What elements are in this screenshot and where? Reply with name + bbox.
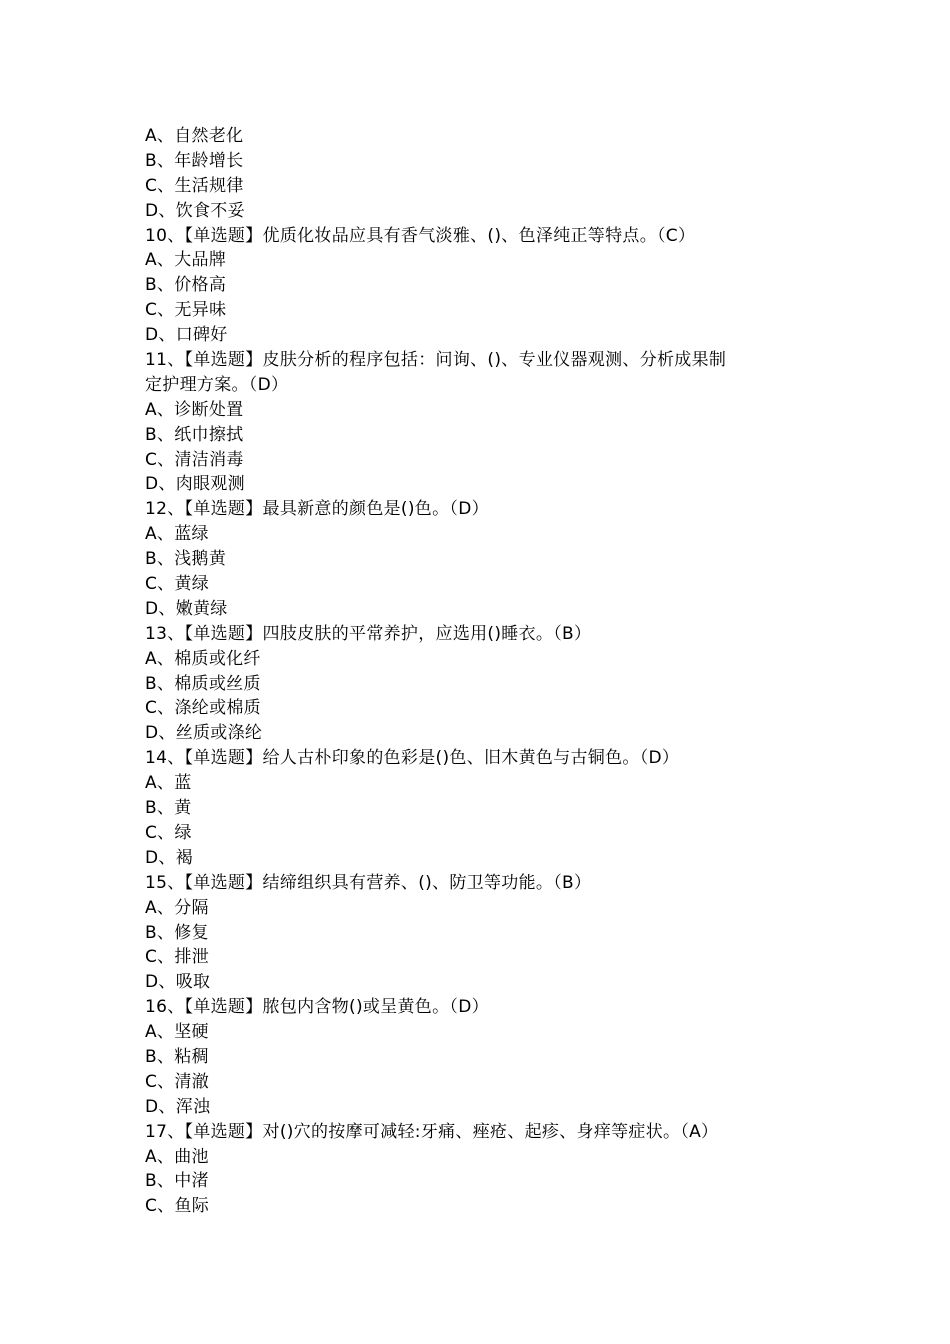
- option-line: A、蓝: [145, 773, 192, 794]
- option-line: C、涤纶或棉质: [145, 698, 261, 719]
- option-line: D、丝质或涤纶: [145, 723, 263, 744]
- option-line: A、诊断处置: [145, 399, 244, 420]
- option-line: B、粘稠: [145, 1046, 209, 1067]
- option-line: B、纸巾擦拭: [145, 424, 244, 445]
- option-line: A、蓝绿: [145, 524, 209, 545]
- option-line: C、绿: [145, 822, 192, 843]
- question-line: 15、【单选题】结缔组织具有营养、()、防卫等功能。（B）: [145, 872, 592, 893]
- question-line: 16、【单选题】脓包内含物()或呈黄色。（D）: [145, 997, 489, 1018]
- option-line: D、肉眼观测: [145, 474, 245, 495]
- option-line: B、棉质或丝质: [145, 673, 261, 694]
- question-line: 13、【单选题】四肢皮肤的平常养护，应选用()睡衣。（B）: [145, 623, 592, 644]
- option-line: B、年龄增长: [145, 150, 244, 171]
- option-line: D、嫩黄绿: [145, 598, 228, 619]
- option-line: B、黄: [145, 798, 192, 819]
- question-line: 11、【单选题】皮肤分析的程序包括：问询、()、专业仪器观测、分析成果制: [145, 350, 727, 371]
- question-line: 10、【单选题】优质化妆品应具有香气淡雅、()、色泽纯正等特点。（C）: [145, 225, 696, 246]
- option-line: B、浅鹅黄: [145, 549, 227, 570]
- option-line: C、黄绿: [145, 574, 210, 595]
- option-line: A、自然老化: [145, 126, 244, 146]
- option-line: C、无异味: [145, 300, 227, 321]
- option-line: A、大品牌: [145, 250, 227, 271]
- document-page: [145, 124, 815, 1219]
- option-line: D、浑浊: [145, 1096, 211, 1117]
- option-line: A、分隔: [145, 897, 209, 918]
- question-line: 12、【单选题】最具新意的颜色是()色。（D）: [145, 499, 489, 520]
- option-line: A、坚硬: [145, 1022, 209, 1043]
- question-line: 14、【单选题】给人古朴印象的色彩是()色、旧木黄色与古铜色。（D）: [145, 748, 680, 769]
- option-line: A、曲池: [145, 1146, 209, 1167]
- option-line: B、价格高: [145, 275, 227, 296]
- option-line: D、褐: [145, 847, 193, 868]
- option-line: B、中渚: [145, 1171, 209, 1192]
- option-line: B、修复: [145, 922, 209, 943]
- option-line: C、清洁消毒: [145, 449, 244, 470]
- option-line: A、棉质或化纤: [145, 648, 261, 669]
- option-line: D、口碑好: [145, 325, 228, 346]
- option-line: D、饮食不妥: [145, 200, 245, 221]
- option-line: C、排泄: [145, 947, 210, 968]
- option-line: C、生活规律: [145, 175, 244, 196]
- option-line: C、鱼际: [145, 1196, 210, 1217]
- question-line: 17、【单选题】对()穴的按摩可减轻:牙痛、痤疮、起疹、身痒等症状。（A）: [145, 1121, 719, 1142]
- option-line: C、清澈: [145, 1071, 210, 1092]
- question-line-continued: 定护理方案。（D）: [145, 374, 289, 395]
- option-line: D、吸取: [145, 972, 211, 993]
